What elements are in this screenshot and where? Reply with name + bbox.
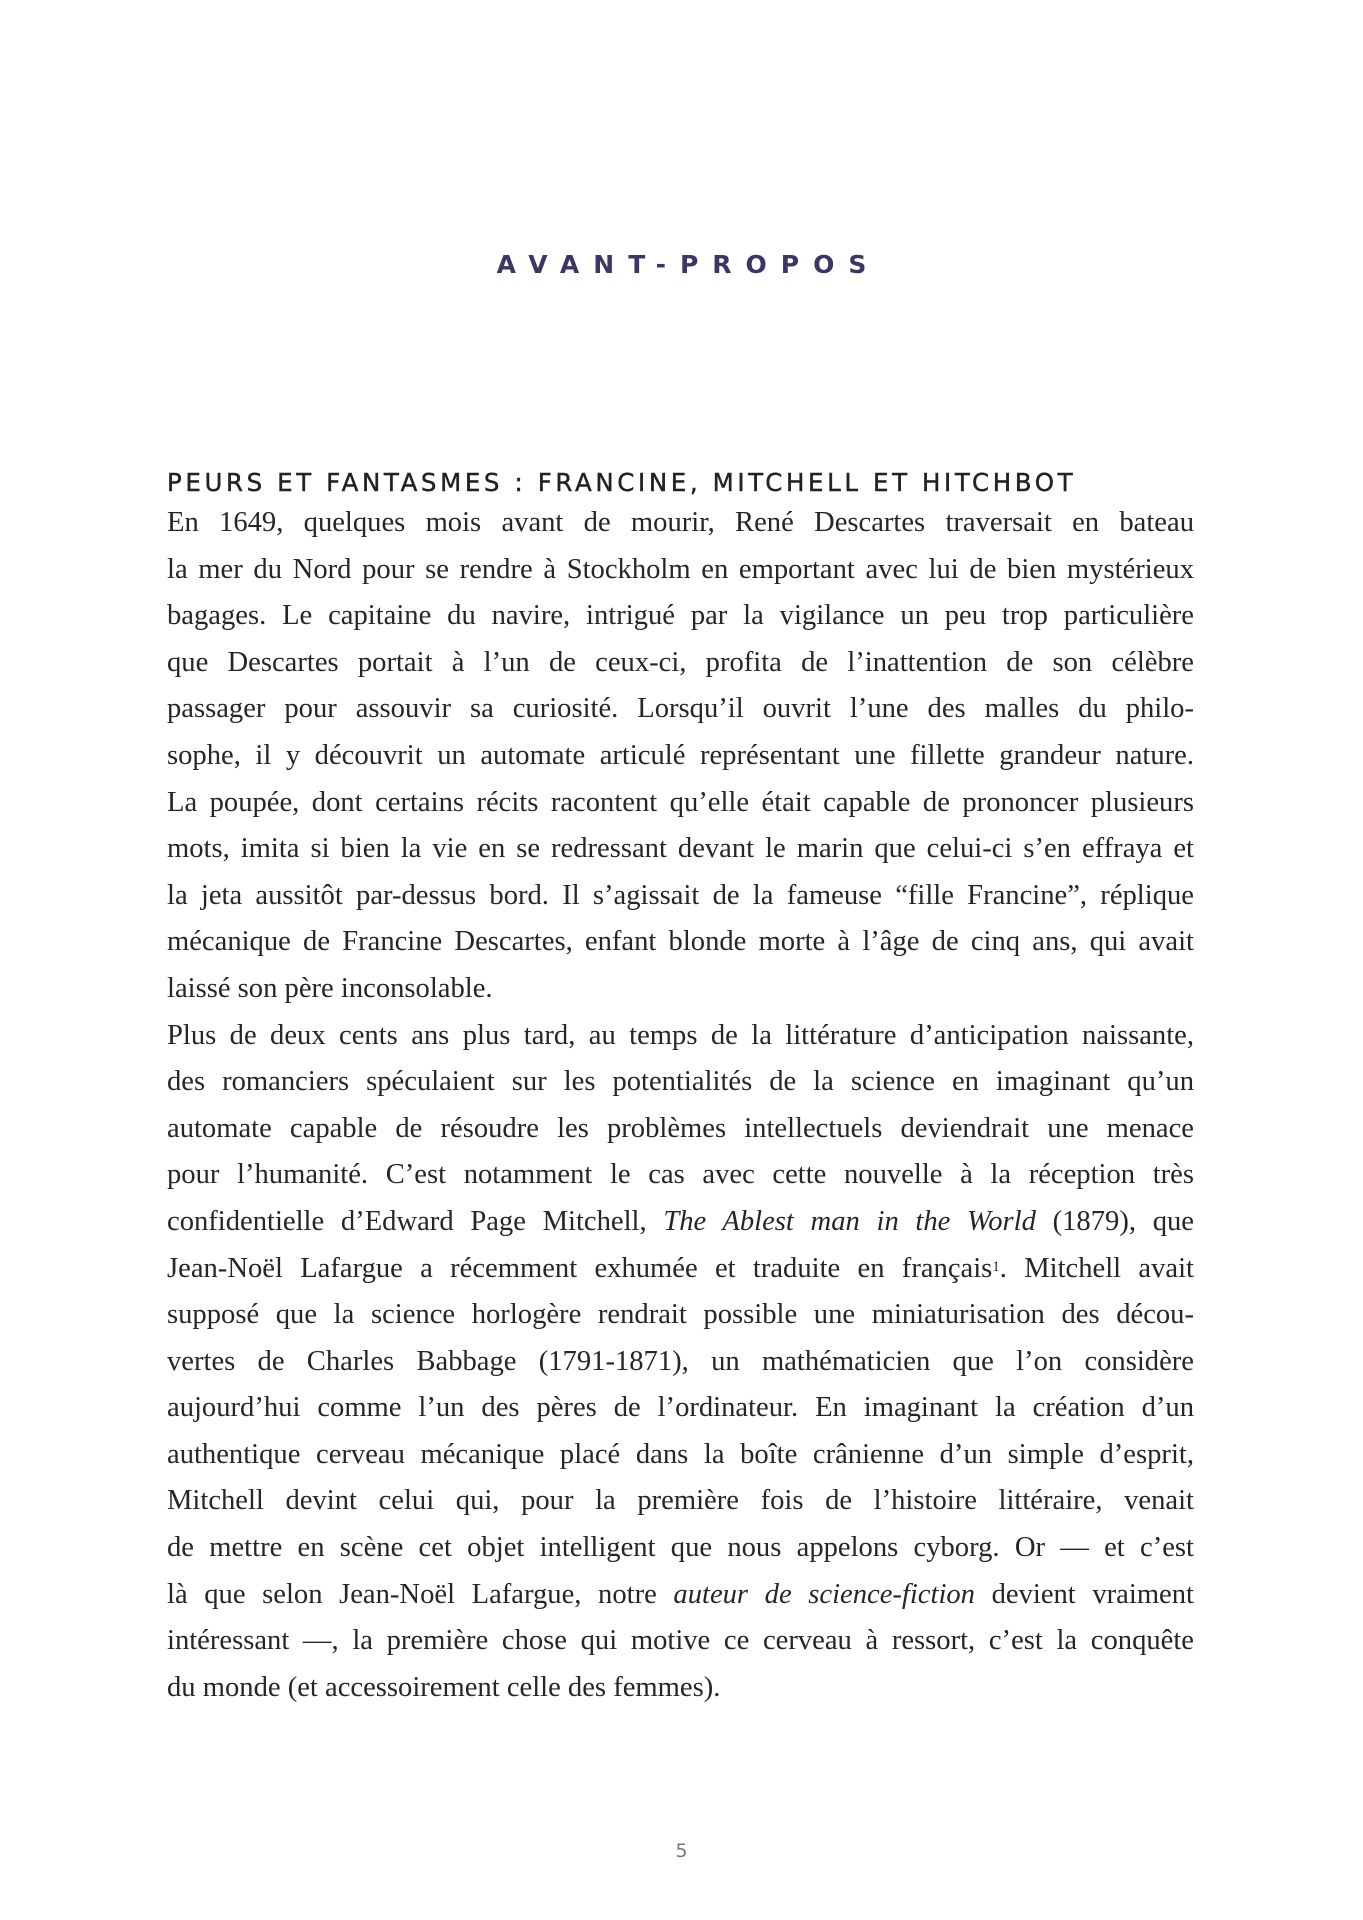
text-line: confidentielle d’Edward Page Mitchell, The Ablest man in the World (1879), que [167,1205,1194,1237]
text-line: des romanciers spéculaient sur les potentialités de la science en imaginant qu’un [167,1066,1194,1098]
text-line: automate capable de résoudre les problèmes intellectuels deviendrait une menace [167,1112,1194,1144]
paragraph-2 [167,1013,1194,1712]
text-line: pour l’humanité. C’est notamment le cas avec cette nouvelle à la réception très [167,1159,1194,1191]
page-content [167,466,1194,1711]
paragraph-1 [167,500,1194,1013]
text-line: de mettre en scène cet objet intelligent que nous appelons cyborg. Or — et c’est [167,1532,1194,1564]
text-line: sophe, il y découvrit un automate articulé représentant une fillette grandeur nature. [167,739,1194,771]
text-line: que Descartes portait à l’un de ceux-ci, profita de l’inattention de son célèbre [167,646,1194,678]
text-line: La poupée, dont certains récits racontent qu’elle était capable de prononcer plusieurs [167,786,1194,818]
text-line: passager pour assouvir sa curiosité. Lorsqu’il ouvrit l’une des malles du philo- [167,693,1194,725]
text-line: là que selon Jean-Noël Lafargue, notre auteur de science-fiction devient vraiment [167,1578,1194,1610]
text-line: vertes de Charles Babbage (1791-1871), un mathématicien que l’on considère [167,1345,1194,1377]
text-line: authentique cerveau mécanique placé dans la boîte crânienne d’un simple d’esprit, [167,1438,1194,1470]
text-line: la jeta aussitôt par-dessus bord. Il s’agissait de la fameuse “fille Francine”, réplique [167,879,1194,911]
page-number: 5 [675,1840,688,1862]
text-line: aujourd’hui comme l’un des pères de l’ordinateur. En imaginant la création d’un [167,1392,1194,1424]
text-line: du monde (et accessoirement celle des femmes). [167,1671,721,1703]
emphasis-italic: auteur de science-fiction [673,1578,975,1610]
chapter-title: AVANT-PROPOS [496,250,881,279]
text-line: Jean-Noël Lafargue a récemment exhumée et traduite en français$^1$. Mitchell avait [167,1252,1194,1284]
text-line: mots, imita si bien la vie en se redressant devant le marin que celui-ci s’en effraya et [167,833,1194,865]
text-line: Mitchell devint celui qui, pour la première fois de l’histoire littéraire, venait [167,1485,1194,1517]
book-title-italic: The Ablest man in the World [663,1205,1036,1237]
footnote-reference[interactable]: 1 [992,1258,1000,1275]
text-line: intéressant —, la première chose qui motive ce cerveau à ressort, c’est la conquête [167,1625,1194,1657]
text-line: bagages. Le capitaine du navire, intrigué par la vigilance un peu trop particulière [167,600,1194,632]
text-line: laissé son père inconsolable. [167,972,493,1004]
text-line: En 1649, quelques mois avant de mourir, René Descartes traversait en bateau [167,507,1194,538]
text-line: la mer du Nord pour se rendre à Stockholm en emportant avec lui de bien mystérieux [167,553,1194,585]
section-heading: PEURS ET FANTASMES : FRANCINE, MITCHELL ET HITCHBOT [167,468,1077,497]
text-line: supposé que la science horlogère rendrait possible une miniaturisation des décou- [167,1299,1194,1331]
text-line: Plus de deux cents ans plus tard, au temps de la littérature d’anticipation naissante, [167,1019,1194,1051]
text-line: mécanique de Francine Descartes, enfant blonde morte à l’âge de cinq ans, qui avait [167,926,1194,958]
